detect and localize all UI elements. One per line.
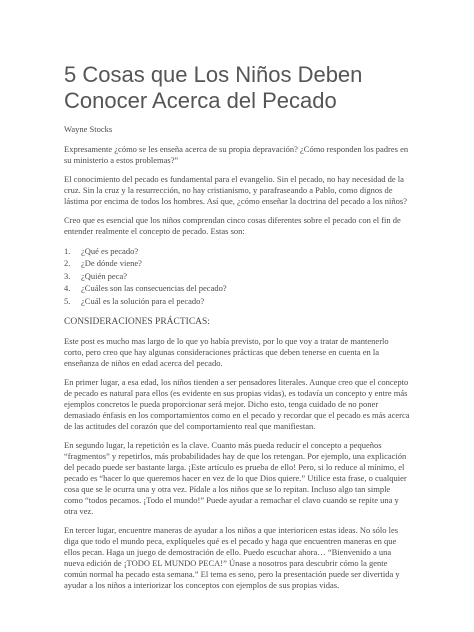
body-paragraph-4: En tercer lugar, encuentre maneras de ayudar a los niños a que interioricen estas ideas. No sólo les diga que todo el mundo peca, explíqueles qué es el pecado y haga que encuentren maneras en que ellos pecan. Haga un juego de demostración de ello. Puedo escuchar ahora… “Bienvenido a una nueva edición de ¡TODO EL MUNDO PECA!” Únase a nosotros para descubrir cómo la gente común normal ha pecado esta semana.” El tema es seno, pero la presentación puede ser divertida y ayudar a los niños a interiorizar los conceptos con ejemplos de sus propias vidas. xyxy=(64,525,400,591)
page-title: 5 Cosas que Los Niños Deben Conocer Acerca del Pecado xyxy=(64,62,363,113)
list-item: 4. ¿Cuáles son las consecuencias del pecado? xyxy=(64,283,227,294)
list-item: 1. ¿Qué es pecado? xyxy=(64,246,139,256)
list-item: 5. ¿Cuál es la solución para el pecado? xyxy=(64,295,205,306)
body-paragraph-2: En primer lugar, a esa edad, los niños tienden a ser pensadores literales. Aunque creo que el concepto de pecado es natural para ellos (es evidente en sus propias vidas), es todavía un concepto y entre más ejemplos concretos le pueda proporcionar será mejor. Dicho esto, tenga cuidado de no poner demasiado énfasis en los comportamientos como en el pecado y recordar que el pecado es más acerca de las actitudes del corazón que del comportamiento real que manifiestan. xyxy=(64,377,410,432)
list-item: 2. ¿De dónde viene? xyxy=(64,258,142,269)
section-heading: CONSIDERACIONES PRÁCTICAS: xyxy=(64,317,210,328)
intro-paragraph-1: Expresamente ¿cómo se les enseña acerca de su propia depravación? ¿Cómo responden los padres en su ministerio a estos problemas?” xyxy=(64,144,409,165)
body-paragraph-1: Este post es mucho mas largo de lo que yo había previsto, por lo que voy a tratar de mantenerlo corto, pero creo que hay algunas consideraciones prácticas que deben tenerse en cuenta en la enseñanza de niños en edad acerca del pecado. xyxy=(64,336,389,369)
questions-list xyxy=(64,245,410,307)
body-paragraph-3: En segundo lugar, la repetición es la clave. Cuanto más pueda reducir el concepto a pequeños “fragmentos” y repetirlos, más probabilidades hay de que los retengan. Por ejemplo, una explicación del pecado puede ser bastante larga. ¡Este artículo es prueba de ello! Pero, si lo reduce al mínimo, el pecado es “hacer lo que queremos hacer en vez de lo que Dios quiere.” Utilice esta frase, o cualquier cosa que se le ocurra una y otra vez. Pídale a los niños que se lo repitan. Incluso algo tan simple como “todos pecamos. ¡Todo el mundo!” Puede ayudar a remachar el clavo cuando se repite una y otra vez. xyxy=(64,440,407,517)
list-item: 3. ¿Quién peca? xyxy=(64,270,128,281)
author-name: Wayne Stocks xyxy=(64,124,113,134)
intro-paragraph-2: El conocimiento del pecado es fundamental para el evangelio. Sin el pecado, no hay necesidad de la cruz. Sin la cruz y la resurrección, no hay cristianismo, y parafraseando a Pablo, como dignos de lástima por encima de todos los hombres. Así que, ¿cómo enseñar la doctrina del pecado a los niños? xyxy=(64,174,407,206)
intro-paragraph-3: Creo que es esencial que los niños comprendan cinco cosas diferentes sobre el pecado con el fin de entender realmente el concepto de pecado. Estas son: xyxy=(64,215,401,236)
